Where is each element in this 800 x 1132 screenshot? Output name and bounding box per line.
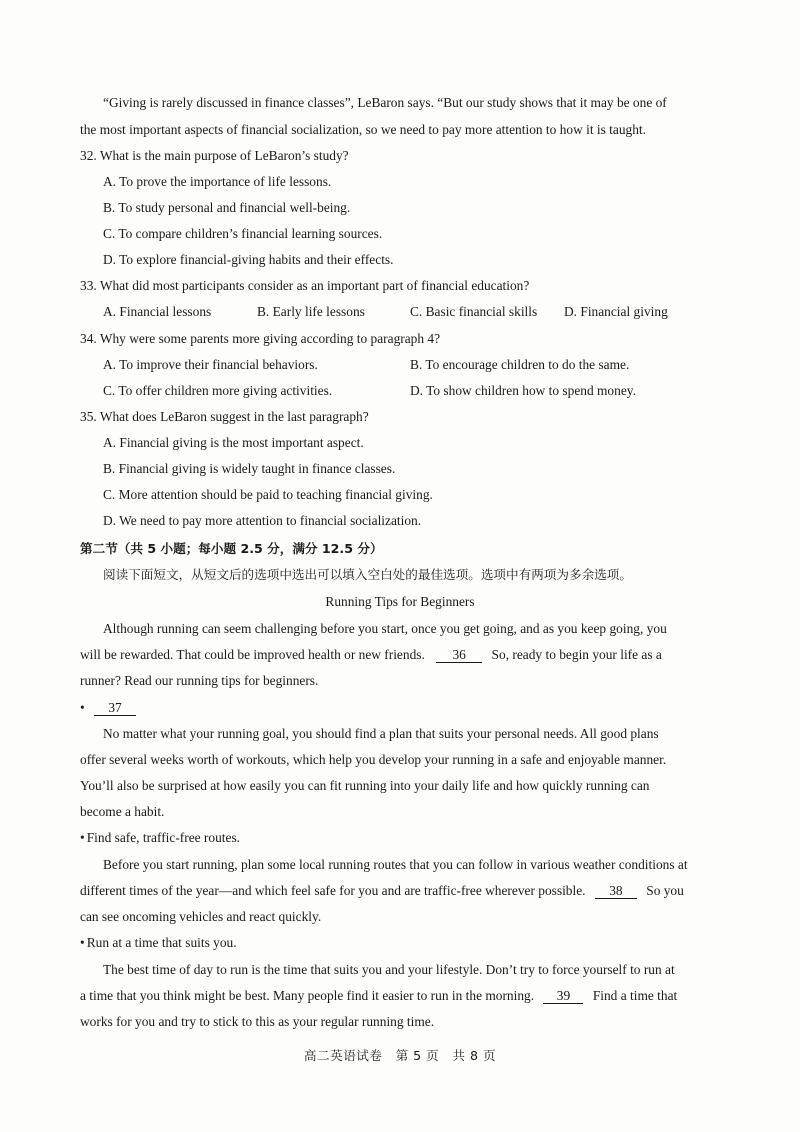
heading-safe-routes xyxy=(80,829,240,847)
q34-option-c: C. To offer children more giving activities. xyxy=(103,383,333,398)
q35-option-b: B. Financial giving is widely taught in finance classes. xyxy=(103,461,396,476)
q35-option-a: A. Financial giving is the most important aspect. xyxy=(103,435,364,450)
q33-option-c: C. Basic financial skills xyxy=(410,304,538,319)
p1-line-2 xyxy=(80,646,662,664)
passage-line-2: the most important aspects of financial socialization, so we need to pay more attention to how it is taught. xyxy=(80,122,646,137)
q33-stem: 33. What did most participants consider as an important part of financial education? xyxy=(80,278,530,293)
p1-line-2-b: So, ready to begin your life as a xyxy=(491,647,662,662)
p4-line-2 xyxy=(80,987,677,1005)
q35-option-d: D. We need to pay more attention to financial socialization. xyxy=(103,513,422,528)
p4-line-2-b: Find a time that xyxy=(592,988,678,1003)
page-footer: 高二英语试卷 第 5 页 共 8 页 xyxy=(303,1048,497,1063)
blank-39[interactable]: 39 xyxy=(543,988,583,1004)
q34-option-b: B. To encourage children to do the same. xyxy=(410,357,630,372)
p4-line-2-a: a time that you think might be best. Many people find it easier to run in the morning. xyxy=(80,988,535,1003)
p3-line-3: can see oncoming vehicles and react quickly. xyxy=(80,909,322,924)
bullet-37 xyxy=(80,699,136,717)
p2-line-4: become a habit. xyxy=(80,804,165,819)
blank-37[interactable]: 37 xyxy=(94,700,136,716)
p1-line-1: Although running can seem challenging before you start, once you get going, and as you keep going, you xyxy=(103,621,667,636)
bullet-icon: • xyxy=(80,830,85,845)
p3-line-2-a: different times of the year—and which feel safe for you and are traffic-free wherever possible. xyxy=(80,883,586,898)
q32-option-d: D. To explore financial-giving habits and their effects. xyxy=(103,252,394,267)
section-instruction: 阅读下面短文，从短文后的选项中选出可以填入空白处的最佳选项。选项中有两项为多余选项。 xyxy=(103,567,632,582)
heading-run-time-text: Run at a time that suits you. xyxy=(86,935,237,950)
p2-line-3: You’ll also be surprised at how easily you can fit running into your daily life and how quickly running can xyxy=(80,778,650,793)
q32-stem: 32. What is the main purpose of LeBaron’s study? xyxy=(80,148,349,163)
q33-option-b: B. Early life lessons xyxy=(257,304,365,319)
p1-line-3: runner? Read our running tips for beginners. xyxy=(80,673,319,688)
q32-option-c: C. To compare children’s financial learning sources. xyxy=(103,226,383,241)
p1-line-2-a: will be rewarded. That could be improved health or new friends. xyxy=(80,647,425,662)
q35-option-c: C. More attention should be paid to teaching financial giving. xyxy=(103,487,433,502)
blank-38[interactable]: 38 xyxy=(595,883,637,899)
article-title: Running Tips for Beginners xyxy=(325,594,475,609)
q32-option-a: A. To prove the importance of life lessons. xyxy=(103,174,332,189)
p2-line-2: offer several weeks worth of workouts, which help you develop your running in a safe and enjoyable manner. xyxy=(80,752,667,767)
q34-option-a: A. To improve their financial behaviors. xyxy=(103,357,318,372)
passage-line-1: “Giving is rarely discussed in finance classes”, LeBaron says. “But our study shows that it may be one of xyxy=(103,95,667,110)
blank-36[interactable]: 36 xyxy=(436,647,482,663)
p3-line-2 xyxy=(80,882,684,900)
section-heading: 第二节（共 5 小题；每小题 2.5 分，满分 12.5 分） xyxy=(80,541,383,556)
p3-line-2-b: So you xyxy=(646,883,684,898)
q34-option-d: D. To show children how to spend money. xyxy=(410,383,636,398)
q32-option-b: B. To study personal and financial well-being. xyxy=(103,200,351,215)
p4-line-3: works for you and try to stick to this as your regular running time. xyxy=(80,1014,435,1029)
q34-stem: 34. Why were some parents more giving according to paragraph 4? xyxy=(80,331,441,346)
bullet-icon: • xyxy=(80,935,85,950)
heading-safe-routes-text: Find safe, traffic-free routes. xyxy=(86,830,241,845)
p4-line-1: The best time of day to run is the time that suits you and your lifestyle. Don’t try to force yourself to run at xyxy=(103,962,675,977)
p3-line-1: Before you start running, plan some local running routes that you can follow in various weather conditions at xyxy=(103,857,688,872)
p2-line-1: No matter what your running goal, you should find a plan that suits your personal needs. All good plans xyxy=(103,726,659,741)
q33-option-a: A. Financial lessons xyxy=(103,304,212,319)
q33-option-d: D. Financial giving xyxy=(564,304,668,319)
q35-stem: 35. What does LeBaron suggest in the last paragraph? xyxy=(80,409,369,424)
heading-run-time xyxy=(80,934,237,952)
bullet-icon: • xyxy=(80,700,85,715)
